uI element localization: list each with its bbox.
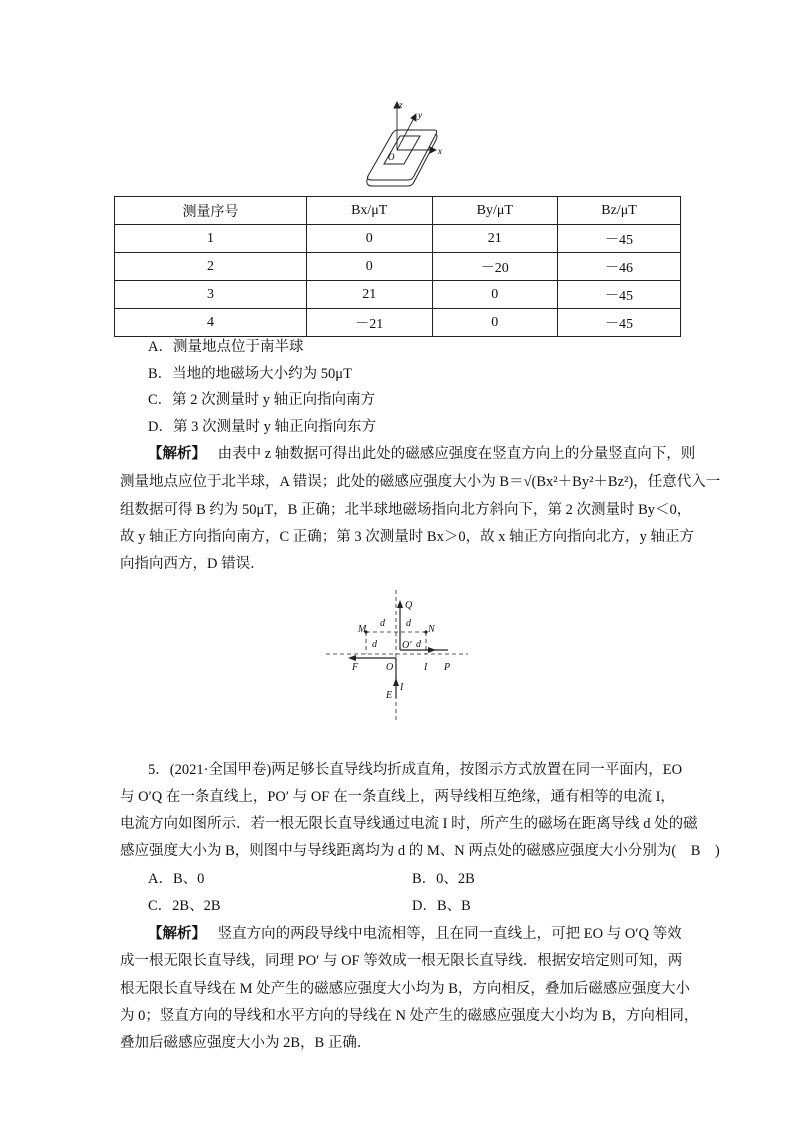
q5-analysis-line: 为 0；竖直方向的导线和水平方向的导线在 N 处产生的磁感应强度大小均为 B，方向相同， <box>120 1008 699 1024</box>
label-o-prime: O′ <box>402 640 412 651</box>
label-i: I <box>424 662 428 673</box>
axis-z-label: z <box>399 100 403 110</box>
table-cell: 0 <box>306 253 432 281</box>
label-p: P <box>444 662 451 673</box>
q4-analysis-line: 向指向西方，D 错误． <box>120 556 265 572</box>
analysis-text: 由表中 z 轴数据可得出此处的磁感应强度在竖直方向上的分量竖直向下，则 <box>217 446 696 462</box>
table-cell: －45 <box>558 225 681 253</box>
table-cell: －45 <box>558 281 681 309</box>
table-cell: 21 <box>306 281 432 309</box>
q5-option-d: D．B、B <box>412 898 471 914</box>
axis-y-label: y <box>418 110 422 120</box>
q5-analysis-line <box>148 924 682 944</box>
table-cell: 0 <box>432 281 558 309</box>
q5-option-a: A．B、0 <box>148 871 205 887</box>
table-row <box>115 281 681 309</box>
header-cell: 测量序号 <box>115 197 307 225</box>
q4-option-b: B．当地的地磁场大小约为 50μT <box>148 366 352 382</box>
q4-analysis-line: 故 y 轴正方向指向南方，C 正确；第 3 次测量时 Bx＞0，故 x 轴正方向指向北方，y 轴正方 <box>120 529 694 545</box>
q4-analysis-line: 组数据可得 B 约为 50μT，B 正确；北半球地磁场指向北方斜向下，第 2 次测量时 By＜0， <box>120 502 692 518</box>
table-cell: 0 <box>306 225 432 253</box>
label-d: d <box>372 639 377 650</box>
table-cell: 0 <box>432 309 558 337</box>
table-cell: 3 <box>115 281 307 309</box>
analysis-tag: 【解析】 <box>148 446 206 462</box>
q5-analysis-line: 成一根无限长直导线，同理 PO′ 与 OF 等效成一根无限长直导线．根据安培定则可知，两 <box>120 953 683 969</box>
q4-option-a: A．测量地点位于南半球 <box>148 339 304 355</box>
header-cell: Bz/μT <box>558 197 681 225</box>
table-cell: 21 <box>432 225 558 253</box>
label-o: O <box>386 662 394 673</box>
header-cell: Bx/μT <box>306 197 432 225</box>
q5-stem-line: 5．(2021·全国甲卷)两足够长直导线均折成直角，按图示方式放置在同一平面内，EO <box>148 762 683 778</box>
q5-stem-line: 与 O′Q 在一条直线上，PO′ 与 OF 在一条直线上，两导线相互绝缘，通有相等的电流 I， <box>120 789 675 805</box>
axis-x-label: x <box>438 146 442 156</box>
label-m: M <box>358 624 367 635</box>
label-f: F <box>352 662 359 673</box>
table-cell: 2 <box>115 253 307 281</box>
q5-stem-line: 电流方向如图所示．若一根无限长直导线通过电流 I 时，所产生的磁场在距离导线 d 处的磁 <box>120 816 698 832</box>
q5-analysis-line: 根无限长直导线在 M 处产生的磁感应强度大小均为 B，方向相反，叠加后磁感应强度大小 <box>120 981 690 997</box>
label-i: I <box>400 682 404 693</box>
label-d: d <box>416 639 421 650</box>
measurement-table <box>114 196 681 337</box>
analysis-tag: 【解析】 <box>148 926 206 942</box>
table-cell: －46 <box>558 253 681 281</box>
q4-analysis-line: 测量地点应位于北半球，A 错误；此处的磁感应强度大小为 B＝√(Bx²＋By²＋Bz²)，任意代入一 <box>120 474 721 490</box>
q4-analysis-line <box>148 444 695 464</box>
table-header-row <box>115 197 681 225</box>
table-cell: 4 <box>115 309 307 337</box>
table-cell: －45 <box>558 309 681 337</box>
wires-diagram <box>320 590 470 722</box>
header-cell: By/μT <box>432 197 558 225</box>
q5-option-b: B．0、2B <box>412 871 475 887</box>
table-cell: 1 <box>115 225 307 253</box>
q4-option-d: D．第 3 次测量时 y 轴正向指向东方 <box>148 419 376 435</box>
label-n: N <box>428 624 435 635</box>
table-cell: －21 <box>306 309 432 337</box>
label-d: d <box>406 618 411 629</box>
q5-stem-line: 感应强度大小为 B，则图中与导线距离均为 d 的 M、N 两点处的磁感应强度大小分别为( B ) <box>120 843 720 859</box>
phone-axes-figure <box>350 96 450 192</box>
q5-analysis-line: 叠加后磁感应强度大小为 2B，B 正确． <box>120 1035 372 1051</box>
origin-label: O <box>388 152 395 162</box>
q4-option-c: C．第 2 次测量时 y 轴正向指向南方 <box>148 392 376 408</box>
label-d: d <box>380 618 385 629</box>
analysis-text: 竖直方向的两段导线中电流相等，且在同一直线上，可把 EO 与 O′Q 等效 <box>217 926 682 942</box>
table-row <box>115 309 681 337</box>
label-q: Q <box>405 600 413 611</box>
table-row <box>115 253 681 281</box>
label-e: E <box>386 690 393 701</box>
table-row <box>115 225 681 253</box>
q5-option-c: C．2B、2B <box>148 898 221 914</box>
table-cell: －20 <box>432 253 558 281</box>
